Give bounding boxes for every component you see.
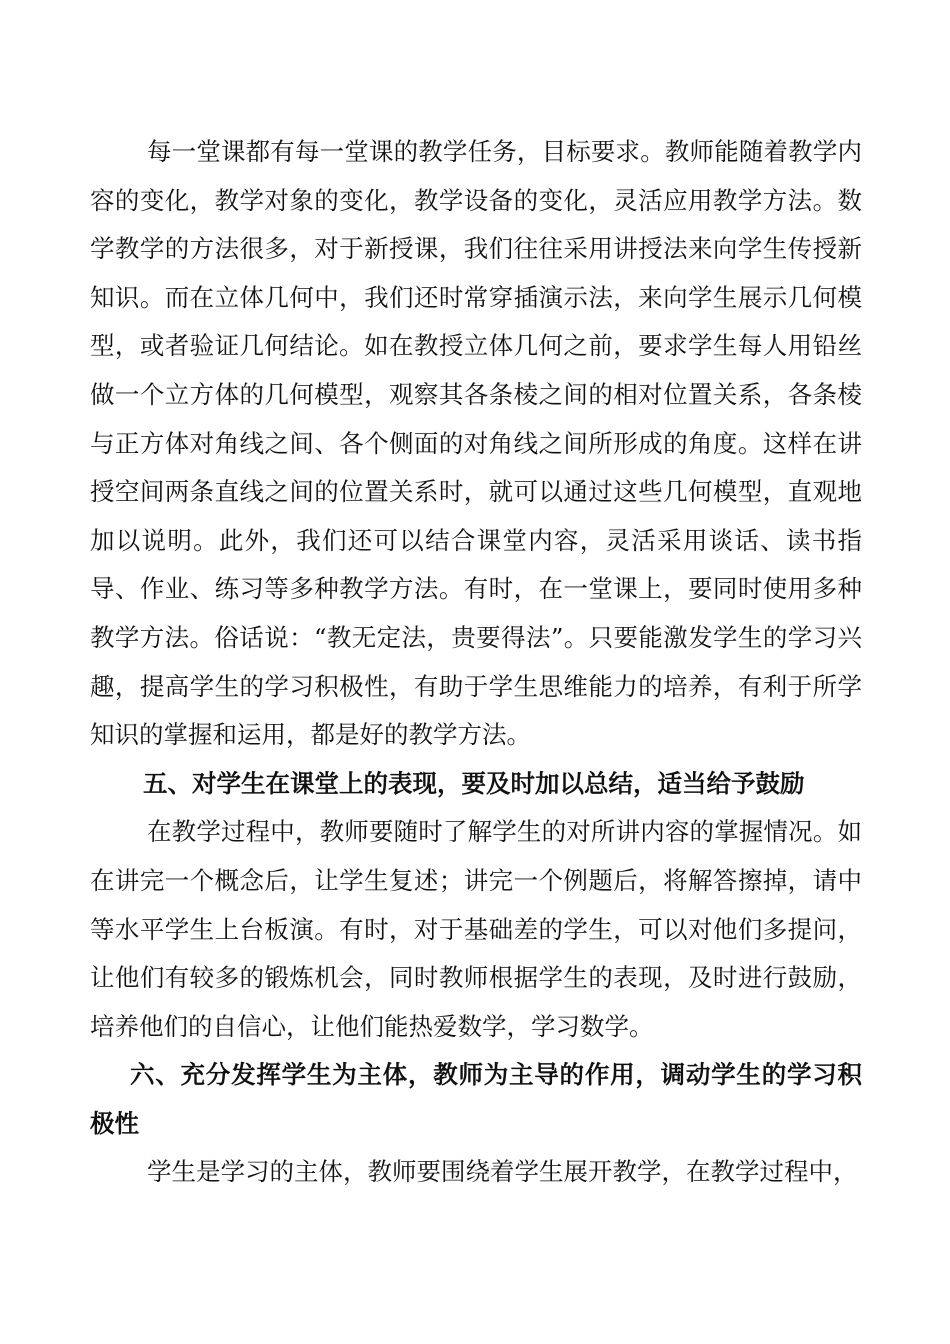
body-paragraph: 每一堂课都有每一堂课的教学任务，目标要求。教师能随着教学内容的变化，教学对象的变化，教学设备的变化，灵活应用教学方法。数学教学的方法很多，对于新授课，我们往往采用讲授法来向学生传授新知识。而在立体几何中，我们还时常穿插演示法，来向学生展示几何模型，或者验证几何结论。如在教授立体几何之前，要求学生每人用铅丝做一个立方体的几何模型，观察其各条棱之间的相对位置关系，各条棱与正方体对角线之间、各个侧面的对角线之间所形成的角度。这样在讲授空间两条直线之间的位置关系时，就可以通过这些几何模型，直观地加以说明。此外，我们还可以结合课堂内容，灵活采用谈话、读书指导、作业、练习等多种教学方法。有时，在一堂课上，要同时使用多种教学方法。俗话说：“教无定法，贵要得法”。只要能激发学生的学习兴趣，提高学生的学习积极性，有助于学生思维能力的培养，有利于所学知识的掌握和运用，都是好的教学方法。 xyxy=(90,137,862,750)
body-paragraph: 在教学过程中，教师要随时了解学生的对所讲内容的掌握情况。如在讲完一个概念后，让学生复述；讲完一个例题后，将解答擦掉，请中等水平学生上台板演。有时，对于基础差的学生，可以对他们多提问，让他们有较多的锻炼机会，同时教师根据学生的表现，及时进行鼓励，培养他们的自信心，让他们能热爱数学，学习数学。 xyxy=(90,817,862,1041)
body-paragraph: 学生是学习的主体，教师要围绕着学生展开教学，在教学过程中， xyxy=(147,1157,858,1187)
section-heading-6: 六、充分发挥学生为主体，教师为主导的作用，调动学生的学习积极性 xyxy=(90,1060,862,1138)
document-body xyxy=(90,128,862,1197)
section-heading-5: 五、对学生在课堂上的表现，要及时加以总结，适当给予鼓励 xyxy=(143,768,805,798)
